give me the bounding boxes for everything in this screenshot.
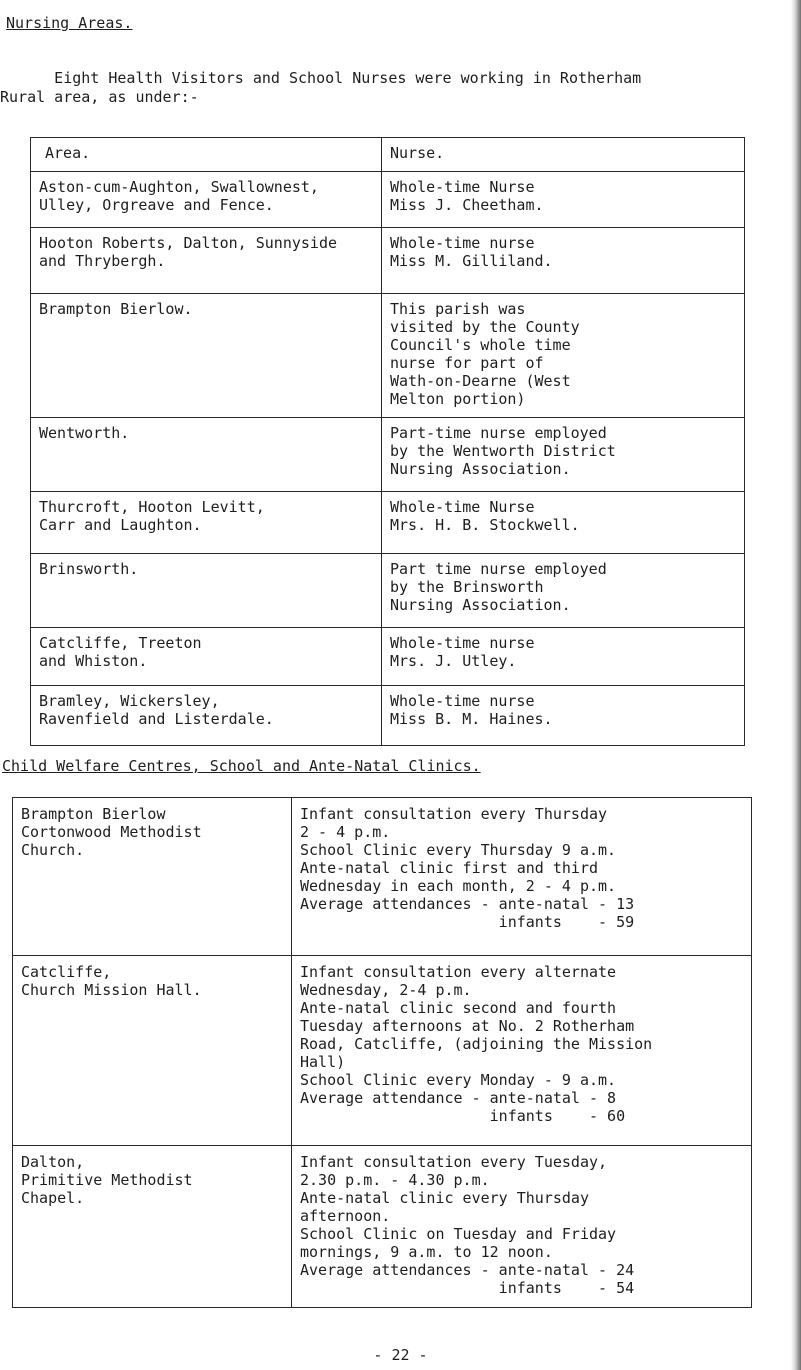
- nurse-cell: Whole-time nurse Miss B. M. Haines.: [382, 686, 745, 746]
- table-row: [31, 172, 745, 228]
- nurse-cell: Part-time nurse employed by the Wentworth District Nursing Association.: [382, 418, 745, 492]
- nurse-cell: Whole-time nurse Mrs. J. Utley.: [382, 628, 745, 686]
- table-row: [31, 294, 745, 418]
- table-row: [13, 798, 752, 956]
- clinic-details-cell: Infant consultation every Tuesday, 2.30 p.m. - 4.30 p.m. Ante-natal clinic every Thursday afternoon. School Clinic on Tuesday and Friday mornings, 9 a.m. to 12 noon. Average attendances - ante-natal - 24 infants - 54: [292, 1146, 752, 1308]
- area-cell: Brampton Bierlow.: [31, 294, 382, 418]
- area-cell: Wentworth.: [31, 418, 382, 492]
- area-cell: Catcliffe, Treeton and Whiston.: [31, 628, 382, 686]
- area-cell: Hooton Roberts, Dalton, Sunnyside and Thrybergh.: [31, 228, 382, 294]
- nurse-cell: Whole-time nurse Miss M. Gilliland.: [382, 228, 745, 294]
- nurse-cell: Part time nurse employed by the Brinsworth Nursing Association.: [382, 554, 745, 628]
- area-column-header: Area.: [31, 138, 382, 172]
- clinics-heading: Child Welfare Centres, School and Ante-Natal Clinics.: [2, 757, 481, 775]
- table-row: [31, 418, 745, 492]
- table-row: [13, 1146, 752, 1308]
- clinic-details-cell: Infant consultation every alternate Wednesday, 2-4 p.m. Ante-natal clinic second and fourth Tuesday afternoons at No. 2 Rotherham Road, Catcliffe, (adjoining the Mission Hall) School Clinic every Monday - 9 a.m. Average attendance - ante-natal - 8 infants - 60: [292, 956, 752, 1146]
- area-cell: Brinsworth.: [31, 554, 382, 628]
- table-row: [31, 228, 745, 294]
- clinic-place-cell: Catcliffe, Church Mission Hall.: [13, 956, 292, 1146]
- area-cell: Aston-cum-Aughton, Swallownest, Ulley, Orgreave and Fence.: [31, 172, 382, 228]
- table-row: [31, 686, 745, 746]
- nurse-column-header: Nurse.: [382, 138, 745, 172]
- nursing-areas-heading: Nursing Areas.: [6, 14, 133, 32]
- nurse-cell: Whole-time Nurse Miss J. Cheetham.: [382, 172, 745, 228]
- area-cell: Bramley, Wickersley, Ravenfield and Listerdale.: [31, 686, 382, 746]
- nurse-cell: This parish was visited by the County Council's whole time nurse for part of Wath-on-Dearne (West Melton portion): [382, 294, 745, 418]
- intro-line-2: Rural area, as under:-: [0, 88, 199, 106]
- table-row: [13, 956, 752, 1146]
- page-edge-shadow: [791, 0, 801, 1370]
- table-row: [31, 554, 745, 628]
- table-header-row: [31, 138, 745, 172]
- nurse-cell: Whole-time Nurse Mrs. H. B. Stockwell.: [382, 492, 745, 554]
- nursing-areas-table: [30, 137, 745, 746]
- clinic-place-cell: Dalton, Primitive Methodist Chapel.: [13, 1146, 292, 1308]
- area-cell: Thurcroft, Hooton Levitt, Carr and Laughton.: [31, 492, 382, 554]
- page-number: - 22 -: [373, 1346, 428, 1364]
- table-row: [31, 628, 745, 686]
- clinics-table: [12, 797, 752, 1308]
- table-row: [31, 492, 745, 554]
- clinic-place-cell: Brampton Bierlow Cortonwood Methodist Church.: [13, 798, 292, 956]
- intro-line-1: Eight Health Visitors and School Nurses were working in Rotherham: [0, 69, 642, 87]
- clinic-details-cell: Infant consultation every Thursday 2 - 4 p.m. School Clinic every Thursday 9 a.m. Ante-natal clinic first and third Wednesday in each month, 2 - 4 p.m. Average attendances - ante-natal - 13 infants - 59: [292, 798, 752, 956]
